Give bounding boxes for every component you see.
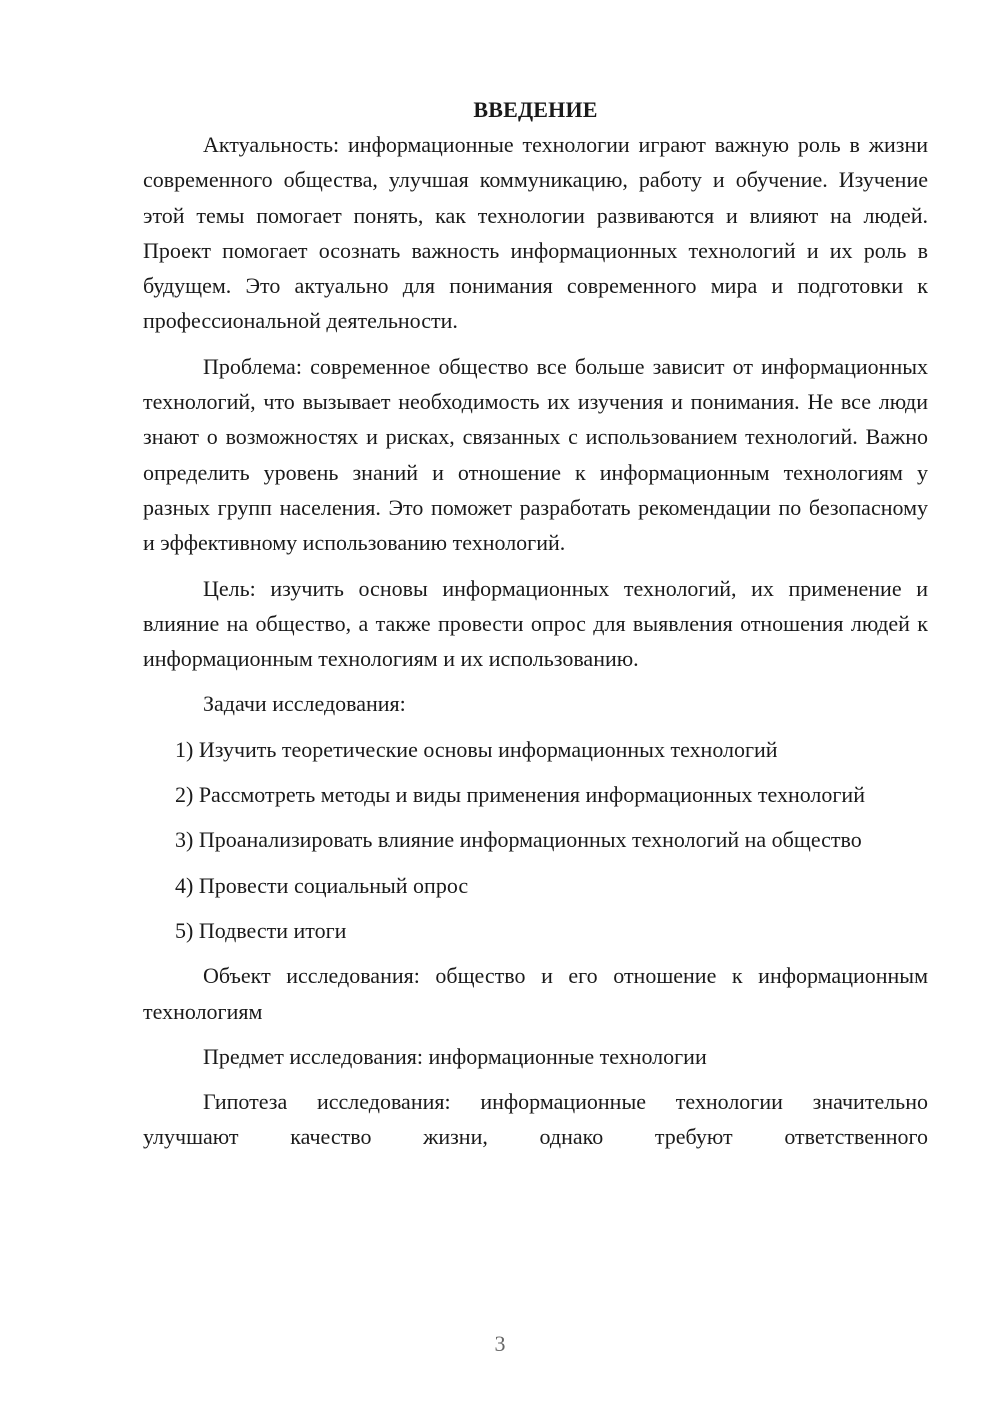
section-heading: ВВЕДЕНИЕ: [473, 97, 598, 122]
relevance-paragraph: Актуальность: информационные технологии играют важную роль в жизни современного общества, улучшая коммуникацию, работу и обучение. Изучение этой темы помогает понять, как технологии развиваются и влияют на людей. Проект помогает осознать важность информационных технологий и их роль в будущем. Это актуально для понимания современного мира и подготовки к профессиональной деятельности.: [143, 132, 928, 334]
task-item-2: 2) Рассмотреть методы и виды применения информационных технологий: [175, 782, 865, 808]
task-item-1: 1) Изучить теоретические основы информационных технологий: [175, 736, 778, 762]
problem-paragraph: Проблема: современное общество все больше зависит от информационных технологий, что вызывает необходимость их изучения и понимания. Не все люди знают о возможностях и рисках, связанных с использованием технологий. Важно определить уровень знаний и отношение к информационным технологиям у разных групп населения. Это поможет разработать рекомендации по безопасному и эффективному использованию технологий.: [143, 353, 928, 556]
object-paragraph: Объект исследования: общество и его отношение к информационным технологиям: [143, 963, 928, 1024]
task-item-5: 5) Подвести итоги: [175, 917, 347, 943]
task-item-4: 4) Провести социальный опрос: [175, 872, 469, 898]
page-number: 3: [494, 1331, 506, 1356]
hypothesis-paragraph: Гипотеза исследования: информационные технологии значительно улучшают качество жизни, однако требуют ответственного: [143, 1089, 928, 1150]
subject-paragraph: Предмет исследования: информационные технологии: [203, 1043, 707, 1069]
task-item-3: 3) Проанализировать влияние информационных технологий на общество: [175, 827, 862, 853]
goal-paragraph: Цель: изучить основы информационных технологий, их применение и влияние на общество, а также провести опрос для выявления отношения людей к информационным технологиям и их использованию.: [143, 575, 928, 672]
tasks-heading: Задачи исследования:: [203, 691, 406, 717]
page-content: [143, 92, 928, 1165]
